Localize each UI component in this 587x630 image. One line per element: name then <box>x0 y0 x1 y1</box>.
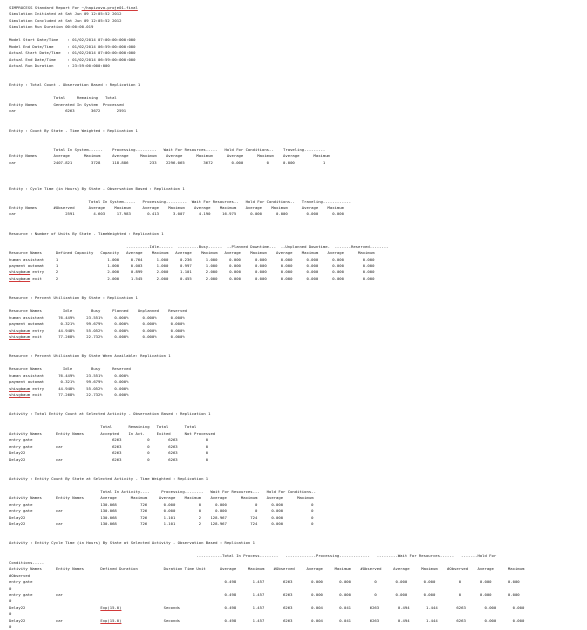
report-line: Activity Names Entity Names Average Maximum Average Maximum Average Maximum Average Maximum <box>9 495 314 501</box>
report-line: entry gate 130.068 726 0.000 0 0.000 0 0.000 0 <box>9 501 314 507</box>
report-line: human assistant 76.449% 23.551% 0.000% <box>9 372 129 378</box>
report-line: Model Start Date/Time : 01/02/2014 07:00:00:000:000 <box>9 37 136 43</box>
report-line: Delay22 car 130.068 726 1.101 2 128.967 724 0.000 0 <box>9 521 314 526</box>
report-line: entry gate car 6263 0 6263 0 <box>9 443 209 449</box>
report-line: 0 <box>9 598 12 604</box>
report-line: Simulation Initiated at Sat Jun 09 12:05:52 2012 <box>9 11 122 17</box>
report-line: Entity : Cycle Time (in Hours) By State - Observation Based : Replication 1 <box>9 185 185 191</box>
report-line: Total In Activity---- Processing-------- Wait For Resources--- Hold For Conditions-- <box>9 488 316 494</box>
report-line: shisgbaum exit 77.268% 22.732% 0.000% 0.000% 0.000% <box>9 333 185 339</box>
report-line: entry gate car 130.068 726 0.000 0 0.000 0 0.000 0 <box>9 508 314 514</box>
report-line: entry gate 6263 0 6263 0 <box>9 437 209 443</box>
report-line: shisgbaum entry 44.948% 55.052% 0.000% 0.000% 0.000% <box>9 327 185 333</box>
report-line: shisgbaum entry 44.948% 55.052% 0.000% <box>9 385 129 391</box>
report-line: Resource : Number of Units By State - TimeWeighted : Replication 1 <box>9 230 164 236</box>
report-line: Simulation Concluded at Sat Jun 09 12:05:52 2012 <box>9 17 122 23</box>
report-line: Total In System----- Processing--------- Wait For Resources-- Hold For Conditions-- Traveling------------ <box>9 198 351 204</box>
report-line: Actual Start Date/Time : 01/02/2014 07:00:00:000:000 <box>9 50 136 56</box>
report-line: Delay22 Exp(15.0) Seconds 0.498 1.457 6263 0.004 0.041 6263 0.494 1.444 6263 0.000 0.000 <box>9 604 525 610</box>
report-line: Resource Names Idle Busy Reserved <box>9 366 131 372</box>
report-line: Activity Names Entity Names Accepted In Act. Exited Not Processed <box>9 430 216 436</box>
report-line: Actual End Date/Time : 01/02/2014 06:59:00:000:000 <box>9 56 136 62</box>
report-line: payment automat 0.321% 99.679% 0.000% <box>9 379 129 385</box>
report-line: payment automat 1 1.000 0.003 1.000 0.997 1.000 0.000 0.000 0.000 0.000 0.000 0.000 <box>9 263 375 268</box>
report-line: Delay22 car 6263 0 6263 0 <box>9 456 209 462</box>
report-line: Entity : Count By State - Time Weighted : Replication 1 <box>9 127 138 133</box>
report-line: Total In System------ Processing--------- Wait For Resources----- Hold For Conditions-- Traveling--------- <box>9 146 326 152</box>
report-line: SIMPROCESS Standard Report For ~/hapizova-proje01-final <box>9 5 138 10</box>
report-line: Activity : Entity Cycle Time (in Hours) By State at Selected Activity - Observation Based : Replication 1 <box>9 540 255 546</box>
report-line: car 2407.821 3728 118.886 233 2296.065 3672 0.000 0 0.000 1 <box>9 159 326 165</box>
report-line: payment automat 0.321% 99.679% 0.000% 0.000% 0.000% <box>9 321 185 327</box>
report-line: Entity Names #Observed Average Maximum Average Maximum Average Maximum Average Maximum Average Maximum <box>9 204 344 210</box>
report-line: -----------Total In Process-------- -------------Processing------------- ---------Wait For Resources------ -------Hold For <box>9 553 497 559</box>
report-line: 0 <box>9 585 12 591</box>
report-line: Delay22 car Exp(15.0) Seconds 0.498 1.457 6263 0.004 0.041 6263 0.494 1.444 6263 0.000 0.000 <box>9 617 525 623</box>
report-line: ----------Idle------ ---------Busy------ --Planned Downtime--- --Unplanned Downtime- -------Reserved-------- <box>9 243 389 249</box>
report-line: Entity Names Average Maximum Average Maximum Average Maximum Average Maximum Average Maximum <box>9 153 330 159</box>
report-line: shisgbaum entry 2 2.000 0.899 2.000 1.101 2.000 0.000 0.000 0.000 0.000 0.000 0.000 <box>9 269 375 275</box>
report-line: Total Remaining Total <box>9 95 117 101</box>
report-line: #Observed <box>9 572 31 578</box>
report-line: Delay22 130.068 726 1.101 2 128.967 724 0.000 0 <box>9 514 314 520</box>
report-line: shisgbaum exit 77.268% 22.732% 0.000% <box>9 392 129 397</box>
report-line: human assistant 1 1.000 0.764 1.000 0.236 1.000 0.000 0.000 0.000 0.000 0.000 0.000 <box>9 256 375 262</box>
report-line: car 2591 4.603 17.983 0.413 3.007 4.190 16.975 0.000 0.000 0.000 0.000 <box>9 211 344 217</box>
report-line: 0 <box>9 624 12 630</box>
report-line: Delay22 6263 0 6263 0 <box>9 450 209 456</box>
report-line: Actual Run Duration : 23:59:00:000:000 <box>9 63 110 69</box>
report-line: shisgbaum exit 2 2.000 1.545 2.000 0.455 2.000 0.000 0.000 0.000 0.000 0.000 0.000 <box>9 275 375 281</box>
report-line: entry gate car 0.498 1.457 6263 0.000 0.000 0 0.000 0.000 0 0.000 0.000 <box>9 591 520 597</box>
report-line: Resource Names Idle Busy Planned Unplanned Reserved <box>9 308 188 314</box>
report-line: Resource : Percent Utilization By State When Available: Replication 1 <box>9 353 171 359</box>
report-line: Total Remaining Total Total <box>9 424 197 430</box>
report-line: Model End Date/Time : 01/02/2014 06:59:00:000:000 <box>9 43 136 49</box>
report-line: human assistant 76.449% 23.551% 0.000% 0.000% 0.000% <box>9 314 185 320</box>
report-line: Entity : Total Count - Observation Based : Replication 1 <box>9 82 141 88</box>
report-line: entry gate 0.498 1.457 6263 0.000 0.000 0 0.000 0.000 0 0.000 0.000 <box>9 579 520 585</box>
report-line: Resource Names Defined Capacity Capacity Average Maximum Average Maximum Average Maximum Average Maximum Average Maximum <box>9 250 375 256</box>
report-line: 0 <box>9 611 12 617</box>
report-line: car 6263 3672 2591 <box>9 108 127 114</box>
report-line: Activity Names Entity Names Defined Duration Duration Time Unit Average Maximum #Observed Average Maximum #Observed Average Maximum #Observed Average Maximum <box>9 566 525 572</box>
report-line: Simulation Run Duration 00:00:00.019 <box>9 24 94 30</box>
report-line: Resource : Percent Utilization By State : Replication 1 <box>9 295 138 301</box>
report-line: Conditions----- <box>9 559 45 565</box>
report-line: Activity : Total Entity Count at Selected Activity - Observation Based : Replication 1 <box>9 411 211 417</box>
report-line: Activity : Entity Count By State at Selected Activity - Time Weighted : Replication 1 <box>9 475 209 481</box>
report-line: Entity Names Generated In System Processed <box>9 101 124 107</box>
